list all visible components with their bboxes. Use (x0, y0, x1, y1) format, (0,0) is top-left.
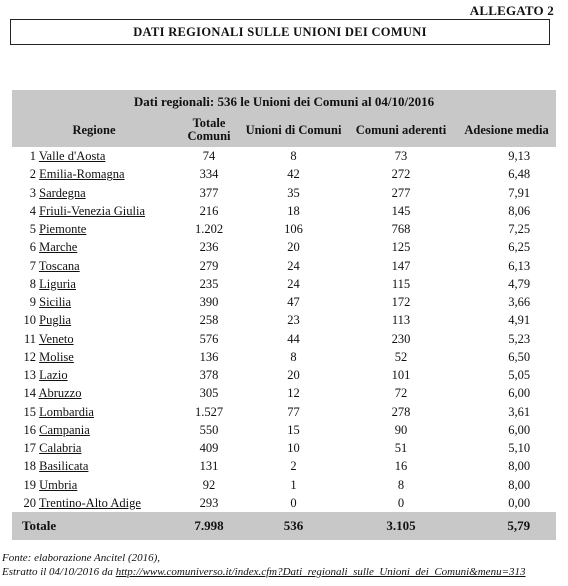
cell-unioni: 18 (287, 203, 300, 218)
header-totale-line1: Totale (192, 116, 226, 130)
cell-adesione: 6,00 (508, 422, 531, 437)
cell-totale-comuni: 279 (199, 258, 219, 273)
table-row (12, 257, 556, 275)
table-row (12, 384, 556, 402)
row-number: 8 (29, 276, 36, 291)
footer-source: Fonte: elaborazione Ancitel (2016), (2, 552, 161, 564)
table-row (12, 311, 556, 329)
cell-aderenti: 172 (391, 295, 411, 310)
total-unioni: 536 (242, 512, 345, 540)
row-number: 2 (29, 167, 36, 182)
header-adesione: Adesione media (457, 113, 556, 147)
table-row (12, 165, 556, 183)
row-number: 7 (29, 258, 36, 273)
table-row (12, 147, 556, 165)
table-caption-row (12, 90, 556, 113)
table-row (12, 348, 556, 366)
region-name: Friuli-Venezia Giulia (39, 203, 145, 218)
table-row (12, 202, 556, 220)
cell-regione (12, 330, 176, 348)
cell-unioni: 35 (287, 185, 300, 200)
cell-adesione: 6,50 (508, 349, 531, 364)
cell-unioni: 1 (290, 477, 297, 492)
row-number: 10 (23, 313, 36, 328)
row-number: 13 (23, 368, 36, 383)
cell-adesione: 3,66 (508, 295, 531, 310)
cell-unioni: 106 (284, 222, 303, 237)
cell-aderenti: 101 (391, 368, 411, 383)
cell-adesione: 0,00 (508, 495, 531, 510)
cell-unioni: 77 (287, 404, 300, 419)
cell-totale-comuni: 136 (199, 349, 219, 364)
cell-aderenti: 52 (394, 349, 408, 364)
cell-adesione: 5,23 (508, 331, 531, 346)
cell-aderenti: 72 (394, 386, 408, 401)
cell-regione (12, 202, 176, 220)
cell-adesione: 4,91 (508, 313, 531, 328)
cell-totale-comuni: 216 (199, 203, 219, 218)
row-number: 12 (23, 349, 36, 364)
row-number: 4 (29, 203, 36, 218)
cell-totale-comuni: 1.527 (194, 404, 224, 419)
cell-regione (12, 403, 176, 421)
cell-regione (12, 421, 176, 439)
row-number: 1 (29, 149, 36, 164)
cell-unioni: 24 (287, 276, 300, 291)
cell-totale-comuni: 576 (199, 331, 219, 346)
cell-adesione: 6,48 (508, 167, 531, 182)
cell-regione (12, 275, 176, 293)
region-name: Marche (39, 240, 78, 255)
cell-totale-comuni: 131 (199, 459, 219, 474)
cell-aderenti: 145 (391, 203, 411, 218)
table-row (12, 366, 556, 384)
region-name: Trentino-Alto Adige (38, 495, 141, 510)
row-number: 18 (23, 459, 36, 474)
cell-adesione: 8,00 (508, 477, 531, 492)
cell-unioni: 20 (287, 368, 300, 383)
cell-regione (12, 293, 176, 311)
regional-data-table-container (12, 90, 556, 540)
cell-unioni: 20 (287, 240, 300, 255)
cell-regione (12, 220, 176, 238)
cell-aderenti: 90 (394, 422, 408, 437)
footer-notes (2, 551, 526, 579)
cell-unioni: 15 (287, 422, 300, 437)
cell-unioni: 0 (290, 495, 297, 510)
table-header-row (12, 113, 556, 147)
region-name: Emilia-Romagna (39, 167, 125, 182)
row-number: 15 (23, 404, 36, 419)
cell-regione (12, 494, 176, 512)
cell-totale-comuni: 92 (202, 477, 216, 492)
header-regione: Regione (12, 113, 176, 147)
cell-adesione: 7,25 (508, 222, 531, 237)
footer-extract (2, 565, 526, 579)
cell-aderenti: 768 (391, 222, 411, 237)
document-title: DATI REGIONALI SULLE UNIONI DEI COMUNI (133, 24, 427, 39)
table-row (12, 293, 556, 311)
region-name: Veneto (38, 331, 74, 346)
cell-adesione: 8,06 (508, 203, 531, 218)
footer-extract-prefix: Estratto il 04/10/2016 da (2, 566, 116, 578)
cell-unioni: 8 (290, 149, 297, 164)
cell-totale-comuni: 74 (202, 149, 216, 164)
cell-regione (12, 184, 176, 202)
cell-totale-comuni: 334 (199, 167, 219, 182)
cell-aderenti: 0 (397, 495, 405, 510)
cell-totale-comuni: 409 (199, 441, 219, 456)
region-name: Valle d'Aosta (38, 149, 106, 164)
row-number: 20 (23, 495, 36, 510)
cell-totale-comuni: 377 (199, 185, 219, 200)
table-row (12, 403, 556, 421)
cell-adesione: 5,10 (508, 441, 531, 456)
table-row (12, 494, 556, 512)
cell-aderenti: 73 (394, 149, 408, 164)
cell-aderenti: 125 (391, 240, 411, 255)
cell-unioni: 8 (290, 349, 297, 364)
cell-totale-comuni: 1.202 (194, 222, 224, 237)
cell-adesione: 9,13 (508, 149, 531, 164)
table-row (12, 238, 556, 256)
region-name: Sardegna (39, 185, 86, 200)
row-number: 5 (29, 222, 36, 237)
row-number: 11 (23, 331, 36, 346)
cell-unioni: 44 (287, 331, 300, 346)
table-row (12, 330, 556, 348)
table-body (12, 147, 556, 512)
region-name: Campania (39, 422, 90, 437)
cell-adesione: 5,05 (508, 368, 531, 383)
cell-aderenti: 278 (391, 404, 411, 419)
cell-totale-comuni: 550 (199, 422, 219, 437)
table-row (12, 476, 556, 494)
region-name: Lombardia (39, 404, 94, 419)
region-name: Umbria (39, 477, 78, 492)
cell-regione (12, 439, 176, 457)
cell-regione (12, 457, 176, 475)
cell-regione (12, 238, 176, 256)
cell-adesione: 6,00 (508, 386, 531, 401)
cell-aderenti: 272 (391, 167, 411, 182)
cell-totale-comuni: 305 (199, 386, 219, 401)
header-unioni: Unioni di Comuni (242, 113, 345, 147)
cell-totale-comuni: 235 (199, 276, 219, 291)
table-total-row (12, 512, 556, 540)
cell-adesione: 8,00 (508, 459, 531, 474)
table-row (12, 184, 556, 202)
cell-regione (12, 311, 176, 329)
header-totale-comuni (176, 113, 242, 147)
region-name: Piemonte (39, 222, 87, 237)
cell-unioni: 42 (287, 167, 300, 182)
cell-unioni: 24 (287, 258, 300, 273)
cell-aderenti: 16 (394, 459, 408, 474)
region-name: Molise (39, 349, 74, 364)
row-number: 3 (29, 185, 36, 200)
row-number: 17 (23, 441, 36, 456)
cell-regione (12, 366, 176, 384)
cell-aderenti: 51 (394, 441, 408, 456)
cell-adesione: 4,79 (508, 276, 531, 291)
cell-regione (12, 165, 176, 183)
cell-aderenti: 113 (391, 313, 411, 328)
total-label: Totale (12, 512, 176, 540)
cell-aderenti: 115 (391, 276, 411, 291)
cell-adesione: 6,13 (508, 258, 531, 273)
table-caption: Dati regionali: 536 le Unioni dei Comuni al 04/10/2016 (12, 90, 556, 113)
cell-regione (12, 348, 176, 366)
header-totale-line2: Comuni (187, 129, 231, 143)
cell-adesione: 7,91 (508, 185, 531, 200)
total-adesione: 5,79 (457, 512, 556, 540)
cell-aderenti: 230 (391, 331, 411, 346)
cell-regione (12, 384, 176, 402)
cell-aderenti: 8 (397, 477, 405, 492)
cell-adesione: 6,25 (508, 240, 531, 255)
cell-aderenti: 277 (391, 185, 411, 200)
region-name: Calabria (39, 441, 82, 456)
row-number: 6 (29, 240, 36, 255)
regional-data-table (12, 90, 556, 540)
region-name: Sicilia (39, 295, 72, 310)
table-row (12, 275, 556, 293)
cell-totale-comuni: 293 (199, 495, 219, 510)
cell-unioni: 23 (287, 313, 300, 328)
region-name: Abruzzo (38, 386, 82, 401)
document-title-box (10, 19, 550, 45)
cell-regione (12, 147, 176, 165)
cell-unioni: 47 (287, 295, 300, 310)
region-name: Puglia (39, 313, 72, 328)
cell-totale-comuni: 236 (199, 240, 219, 255)
annex-label: ALLEGATO 2 (469, 3, 554, 18)
region-name: Lazio (39, 368, 68, 383)
row-number: 14 (23, 386, 36, 401)
table-row (12, 220, 556, 238)
header-aderenti: Comuni aderenti (345, 113, 457, 147)
source-url-link[interactable]: http://www.comuniverso.it/index.cfm?Dati_regionali_sulle_Unioni_dei_Comuni&menu=313 (115, 566, 526, 578)
table-row (12, 421, 556, 439)
cell-adesione: 3,61 (508, 404, 531, 419)
region-name: Toscana (38, 258, 80, 273)
cell-regione (12, 257, 176, 275)
row-number: 9 (29, 295, 36, 310)
cell-unioni: 10 (287, 441, 300, 456)
cell-totale-comuni: 378 (199, 368, 219, 383)
total-aderenti: 3.105 (345, 512, 457, 540)
total-totale-comuni: 7.998 (176, 512, 242, 540)
cell-totale-comuni: 258 (199, 313, 219, 328)
row-number: 16 (23, 422, 36, 437)
cell-regione (12, 476, 176, 494)
table-row (12, 439, 556, 457)
cell-unioni: 2 (290, 459, 297, 474)
table-row (12, 457, 556, 475)
cell-aderenti: 147 (391, 258, 411, 273)
region-name: Basilicata (39, 459, 89, 474)
region-name: Liguria (39, 276, 76, 291)
cell-unioni: 12 (287, 386, 300, 401)
cell-totale-comuni: 390 (199, 295, 219, 310)
row-number: 19 (23, 477, 36, 492)
